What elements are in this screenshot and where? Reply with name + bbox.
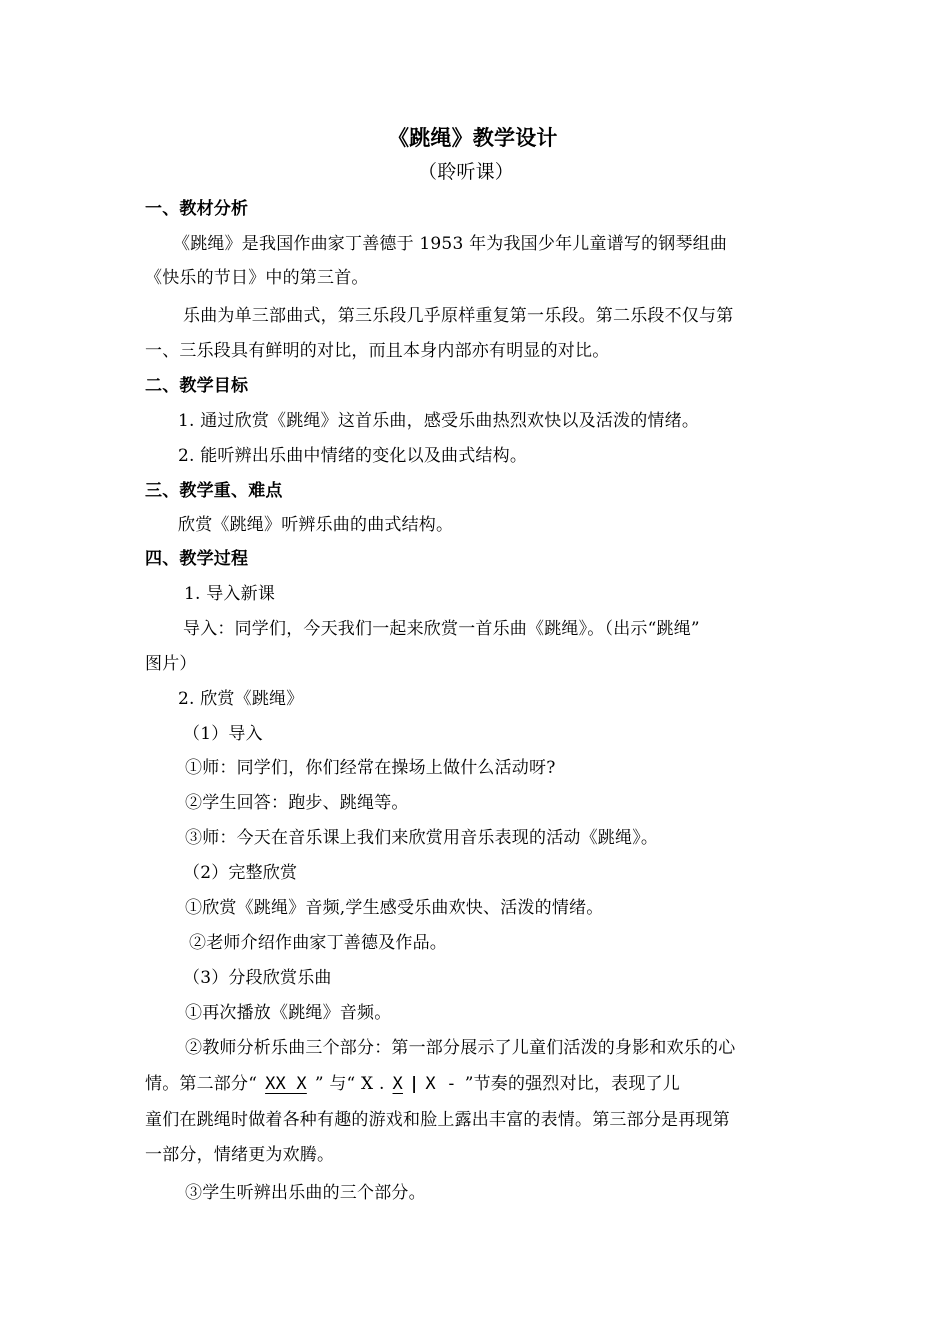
text: 情。第二部分“ (145, 1074, 258, 1094)
section-heading-3: 三、教学重、难点 (145, 481, 283, 501)
doc-title: 《跳绳》教学设计 (388, 125, 558, 150)
subsection-title: （1）导入 (183, 724, 263, 744)
list-item: ③学生听辨出乐曲的三个部分。 (185, 1183, 426, 1203)
subsection-title: （2）完整欣赏 (183, 863, 298, 883)
section-heading-4: 四、教学过程 (145, 549, 249, 569)
doc-subtitle: （聆听课） (418, 161, 515, 183)
section-heading-1: 一、教材分析 (145, 199, 249, 219)
paragraph-line: 一部分，情绪更为欢腾。 (145, 1145, 335, 1165)
section-heading-2: 二、教学目标 (145, 376, 249, 396)
paragraph-line: 一、三乐段具有鲜明的对比，而且本身内部亦有明显的对比。 (145, 341, 610, 361)
paragraph-line (145, 233, 807, 255)
text: ” 与“ X . (314, 1074, 385, 1094)
step-title: 1. 导入新课 (184, 584, 276, 604)
text: ”节奏的强烈对比，表现了儿 (464, 1074, 680, 1094)
list-item: ③师：今天在音乐课上我们来欣赏用音乐表现的活动《跳绳》。 (185, 828, 659, 848)
rhythm-line (145, 1073, 680, 1095)
step-title: 2. 欣赏《跳绳》 (178, 689, 304, 709)
list-item: ①欣赏《跳绳》音频,学生感受乐曲欢快、活泼的情绪。 (185, 898, 604, 918)
paragraph-line: 《快乐的节日》中的第三首。 (145, 268, 369, 288)
list-item: ①再次播放《跳绳》音频。 (185, 1003, 392, 1023)
paragraph-line: 乐曲为单三部曲式，第三乐段几乎原样重复第一乐段。第二乐段不仅与第 (183, 306, 734, 326)
rhythm-notation: XX X (265, 1074, 307, 1094)
list-item: ②老师介绍作曲家丁善德及作品。 (189, 933, 447, 953)
paragraph-line: 导入：同学们，今天我们一起来欣赏一首乐曲《跳绳》。（出示“跳绳” (183, 619, 700, 639)
goal-item: 1. 通过欣赏《跳绳》这首乐曲，感受乐曲热烈欢快以及活泼的情绪。 (178, 411, 700, 431)
paragraph-line: 欣赏《跳绳》听辨乐曲的曲式结构。 (178, 515, 454, 535)
rhythm-notation: X (392, 1074, 403, 1094)
list-item: ②学生回答：跑步、跳绳等。 (185, 793, 409, 813)
subsection-title: （3）分段欣赏乐曲 (183, 968, 332, 988)
paragraph-line: ②教师分析乐曲三个部分：第一部分展示了儿童们活泼的身影和欢乐的心 (185, 1038, 736, 1058)
rhythm-notation: X - (425, 1074, 457, 1094)
list-item: ①师：同学们，你们经常在操场上做什么活动呀? (185, 758, 556, 778)
bar-line: | (410, 1074, 418, 1094)
text: 《跳绳》是我国作曲家丁善德于 1953 年为我国少年儿童谱写的钢琴组曲 (173, 234, 728, 254)
paragraph-line: 童们在跳绳时做着各种有趣的游戏和脸上露出丰富的表情。第三部分是再现第 (145, 1110, 730, 1130)
paragraph-line: 图片） (145, 654, 197, 674)
goal-item: 2. 能听辨出乐曲中情绪的变化以及曲式结构。 (178, 446, 528, 466)
